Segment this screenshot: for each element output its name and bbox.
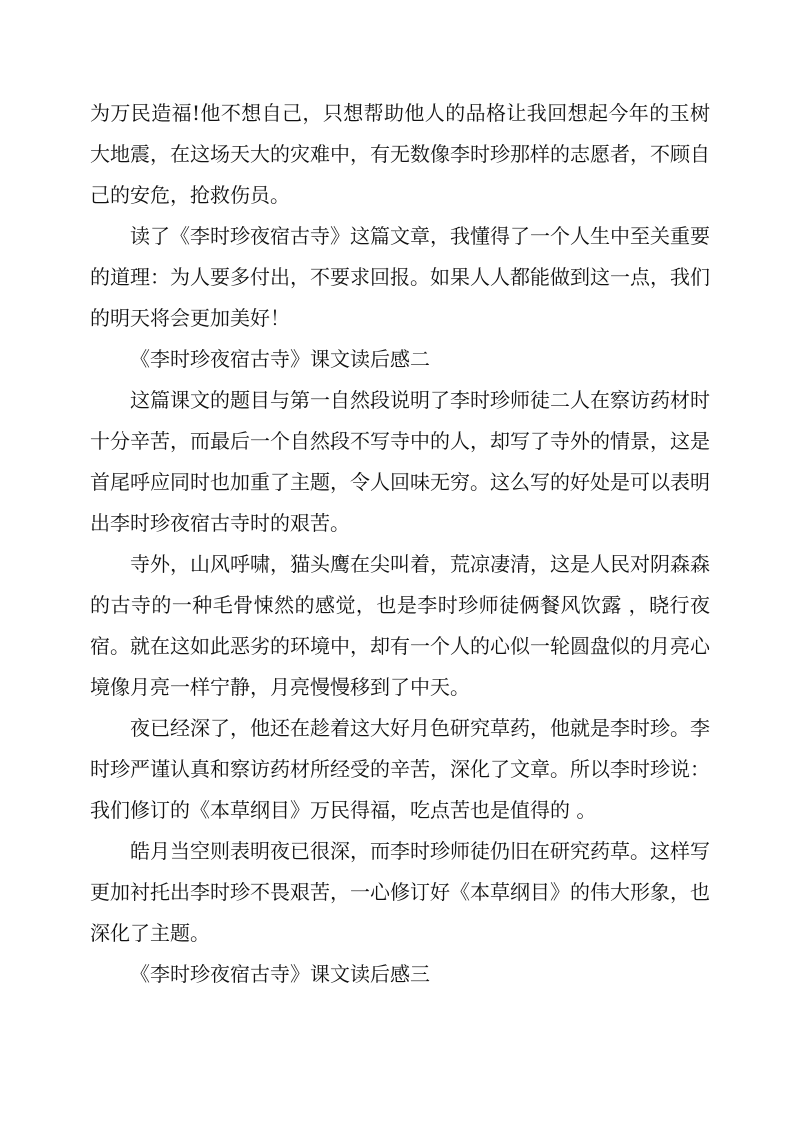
section-heading-two: 《李时珍夜宿古寺》课文读后感二: [130, 347, 430, 371]
paragraph-night-study: 夜已经深了，他还在趁着这大好月色研究草药，他就是李时珍。李时珍严谨认真和察访药材所经受的辛苦，深化了文章。所以李时珍说：我们修订的《本草纲目》万民得福，吃点苦也是值得的 。: [90, 716, 710, 822]
paragraph-moon-theme: 皓月当空则表明夜已很深，而李时珍师徒仍旧在研究药草。这样写更加衬托出李时珍不畏艰苦，一心修订好《本草纲目》的伟大形象，也深化了主题。: [90, 839, 710, 945]
paragraph-temple-scene: 寺外，山风呼啸，猫头鹰在尖叫着，荒凉凄清，这是人民对阴森森的古寺的一种毛骨悚然的感觉，也是李时珍师徒俩餐风饮露 ，晓行夜宿。就在这如此恶劣的环境中，却有一个人的心似一轮圆盘似的月亮心境像月亮一样宁静，月亮慢慢移到了中天。: [90, 552, 710, 699]
paragraph-continuation: 为万民造福!他不想自己，只想帮助他人的品格让我回想起今年的玉树大地震，在这场天大的灾难中，有无数像李时珍那样的志愿者，不顾自己的安危，抢救伤员。: [90, 101, 710, 207]
paragraph-title-analysis: 这篇课文的题目与第一自然段说明了李时珍师徒二人在察访药材时十分辛苦，而最后一个自然段不写寺中的人，却写了寺外的情景，这是首尾呼应同时也加重了主题，令人回味无穷。这么写的好处是可以表明出李时珍夜宿古寺时的艰苦。: [90, 388, 710, 535]
document-page: [90, 93, 710, 995]
section-heading-three: 《李时珍夜宿古寺》课文读后感三: [130, 962, 430, 986]
paragraph-reflection: 读了《李时珍夜宿古寺》这篇文章，我懂得了一个人生中至关重要的道理：为人要多付出，不要求回报。如果人人都能做到这一点，我们的明天将会更加美好！: [90, 224, 710, 330]
